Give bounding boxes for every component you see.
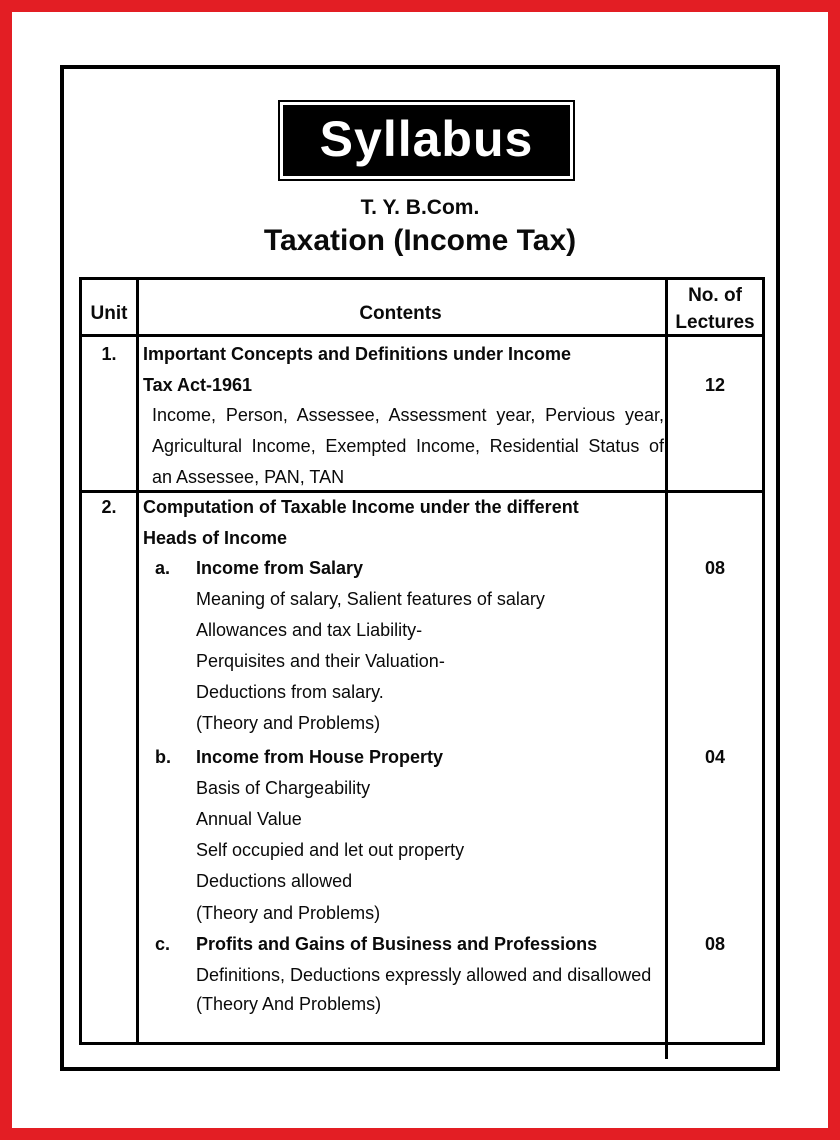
subitem-c-title: Profits and Gains of Business and Professions bbox=[196, 934, 598, 954]
subitem-a-title: Income from Salary bbox=[196, 558, 364, 578]
syllabus-table bbox=[79, 277, 765, 1045]
subitem-b-line4: Deductions allowed bbox=[196, 871, 353, 891]
subitem-a-line2: Allowances and tax Liability- bbox=[196, 620, 423, 640]
course-name: T. Y. B.Com. bbox=[360, 196, 480, 219]
row1-heading-line1: Important Concepts and Definitions under Income bbox=[143, 344, 572, 364]
page-title: Taxation (Income Tax) bbox=[263, 224, 577, 257]
subitem-b-label: b. bbox=[155, 747, 171, 767]
subitem-a-line1: Meaning of salary, Salient features of salary bbox=[196, 589, 545, 609]
row2-unit-number: 2. bbox=[101, 497, 117, 517]
syllabus-banner bbox=[283, 105, 570, 176]
row2-heading-line2: Heads of Income bbox=[143, 528, 288, 548]
subitem-c-lectures-count: 08 bbox=[704, 934, 726, 954]
row2-heading-line1: Computation of Taxable Income under the different bbox=[143, 497, 579, 517]
subitem-b-line1: Basis of Chargeability bbox=[196, 778, 371, 798]
header-lectures-line1: No. of bbox=[688, 285, 742, 306]
subitem-b-title: Income from House Property bbox=[196, 747, 444, 767]
subitem-c-line2: (Theory And Problems) bbox=[196, 994, 382, 1014]
row1-row2-divider bbox=[82, 490, 762, 493]
header-unit: Unit bbox=[90, 303, 128, 324]
subitem-c-line1: Definitions, Deductions expressly allowed and disallowed bbox=[196, 965, 652, 985]
row1-body-line2: Agricultural Income, Exempted Income, Residential Status of bbox=[152, 436, 664, 456]
subitem-c-label: c. bbox=[155, 934, 171, 954]
subitem-b-line5: (Theory and Problems) bbox=[196, 903, 381, 923]
row1-lectures-count: 12 bbox=[704, 375, 726, 395]
subitem-a-line3: Perquisites and their Valuation- bbox=[196, 651, 445, 671]
syllabus-banner-text: Syllabus bbox=[319, 110, 534, 167]
unit-column-divider bbox=[136, 280, 139, 1042]
subitem-a-line4: Deductions from salary. bbox=[196, 682, 384, 702]
header-lectures-line2: Lectures bbox=[675, 312, 755, 333]
subitem-b-line2: Annual Value bbox=[196, 809, 302, 829]
subitem-b-lectures-count: 04 bbox=[704, 747, 726, 767]
subitem-a-label: a. bbox=[155, 558, 171, 578]
row1-body-line1: Income, Person, Assessee, Assessment year, Pervious year, bbox=[152, 405, 664, 425]
header-contents: Contents bbox=[359, 303, 442, 324]
header-row-divider bbox=[82, 334, 762, 337]
subitem-b-line3: Self occupied and let out property bbox=[196, 840, 465, 860]
row1-unit-number: 1. bbox=[101, 344, 117, 364]
page-border bbox=[60, 65, 780, 1071]
row1-body-line3: an Assessee, PAN, TAN bbox=[152, 467, 345, 487]
subitem-a-lectures-count: 08 bbox=[704, 558, 726, 578]
subitem-a-line5: (Theory and Problems) bbox=[196, 713, 381, 733]
row1-heading-line2: Tax Act-1961 bbox=[143, 375, 253, 395]
